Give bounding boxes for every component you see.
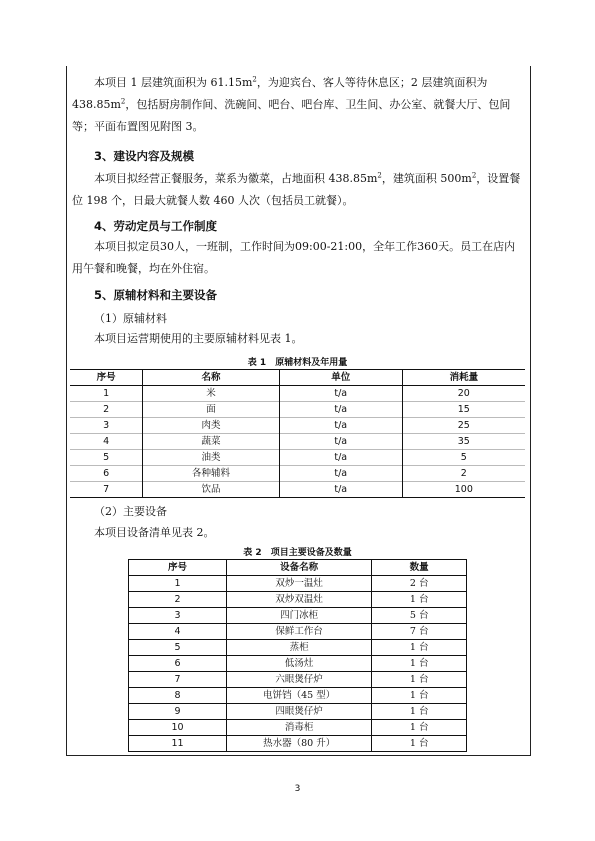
table-row [70, 418, 525, 434]
section5-heading: 5、原辅材料和主要设备 [94, 288, 218, 302]
cell: 7 台 [372, 624, 467, 640]
cell: 3 [129, 608, 227, 624]
cell: 35 [402, 434, 525, 450]
cell: 1 台 [372, 720, 467, 736]
cell: 蔬菜 [143, 434, 280, 450]
cell: 六眼煲仔炉 [227, 672, 372, 688]
cell: 2 [70, 402, 143, 418]
cell: 1 台 [372, 640, 467, 656]
cell: t/a [279, 402, 402, 418]
table-row [129, 736, 467, 752]
cell: 1 台 [372, 688, 467, 704]
table-row [129, 704, 467, 720]
cell: 4 [129, 624, 227, 640]
table-row [70, 434, 525, 450]
cell: 电饼铛（45 型） [227, 688, 372, 704]
cell: 3 [70, 418, 143, 434]
cell: t/a [279, 482, 402, 498]
cell: 25 [402, 418, 525, 434]
cell: 面 [143, 402, 280, 418]
table-row [129, 672, 467, 688]
cell: 油类 [143, 450, 280, 466]
cell: t/a [279, 450, 402, 466]
col-header: 单位 [279, 370, 402, 386]
cell: 8 [129, 688, 227, 704]
cell: 5 台 [372, 608, 467, 624]
cell: 1 台 [372, 672, 467, 688]
section4-paragraph: 本项目拟定员30人，一班制，工作时间为09:00-21:00，全年工作360天。员工在店内用午餐和晚餐，均在外住宿。 [72, 240, 516, 275]
cell: 热水器（80 升） [227, 736, 372, 752]
intro-paragraph: 本项目 1 层建筑面积为 $61.15m^2$，为迎宾台、客人等待休息区；2 层建筑面积为 $438.85m^2$，包括厨房制作间、洗碗间、吧台、吧台库、卫生间、办公室、就餐大厅、包间等；平面布置图见附图 3。 [72, 75, 511, 133]
cell: 双炒一温灶 [227, 576, 372, 592]
cell: 2 [402, 466, 525, 482]
cell: 蒸柜 [227, 640, 372, 656]
cell: 四眼煲仔炉 [227, 704, 372, 720]
cell: 5 [129, 640, 227, 656]
cell: 7 [70, 482, 143, 498]
cell: 9 [129, 704, 227, 720]
cell: t/a [279, 386, 402, 402]
equipment-table [128, 559, 467, 752]
cell: 1 台 [372, 656, 467, 672]
cell: 6 [70, 466, 143, 482]
subhead-equipment: （2）主要设备 [94, 505, 167, 518]
table-header-row [70, 370, 525, 386]
section4-heading: 4、劳动定员与工作制度 [94, 219, 218, 233]
cell: 1 台 [372, 704, 467, 720]
cell: 15 [402, 402, 525, 418]
table-row [129, 720, 467, 736]
table-row [129, 576, 467, 592]
cell: 5 [70, 450, 143, 466]
cell: 四门冰柜 [227, 608, 372, 624]
table-row [70, 386, 525, 402]
table2-caption: 表 2 项目主要设备及数量 [243, 548, 352, 558]
cell: 米 [143, 386, 280, 402]
page-number: 3 [294, 784, 301, 794]
materials-intro: 本项目运营期使用的主要原辅材料见表 1。 [94, 332, 303, 345]
cell: 4 [70, 434, 143, 450]
table-row [70, 402, 525, 418]
cell: 1 [129, 576, 227, 592]
cell: 双炒双温灶 [227, 592, 372, 608]
cell: 5 [402, 450, 525, 466]
cell: 保鲜工作台 [227, 624, 372, 640]
materials-table [70, 369, 525, 498]
table-row [70, 482, 525, 498]
table-row [70, 450, 525, 466]
cell: 100 [402, 482, 525, 498]
section3-heading: 3、建设内容及规模 [94, 149, 195, 163]
cell: 20 [402, 386, 525, 402]
table-header-row [129, 560, 467, 576]
cell: 10 [129, 720, 227, 736]
cell: 1 [70, 386, 143, 402]
subhead-materials: （1）原辅材料 [94, 312, 167, 325]
col-header: 数量 [372, 560, 467, 576]
table-row [129, 624, 467, 640]
cell: 2 [129, 592, 227, 608]
col-header: 序号 [70, 370, 143, 386]
cell: t/a [279, 466, 402, 482]
table-row [129, 608, 467, 624]
table-row [129, 656, 467, 672]
cell: 饮品 [143, 482, 280, 498]
table-row [129, 592, 467, 608]
table-row [70, 466, 525, 482]
cell: 11 [129, 736, 227, 752]
cell: 6 [129, 656, 227, 672]
table-row [129, 688, 467, 704]
cell: 7 [129, 672, 227, 688]
cell: 1 台 [372, 592, 467, 608]
cell: 消毒柜 [227, 720, 372, 736]
cell: t/a [279, 434, 402, 450]
col-header: 设备名称 [227, 560, 372, 576]
cell: 低汤灶 [227, 656, 372, 672]
col-header: 名称 [143, 370, 280, 386]
col-header: 消耗量 [402, 370, 525, 386]
section3-paragraph: 本项目拟经营正餐服务，菜系为徽菜，占地面积 $438.85m^2$，建筑面积 $500m^2$，设置餐位 198 个，日最大就餐人数 460 人次（包括员工就餐）。 [72, 171, 521, 207]
table-row [129, 640, 467, 656]
cell: 各种辅料 [143, 466, 280, 482]
cell: 肉类 [143, 418, 280, 434]
table1-caption: 表 1 原辅材料及年用量 [247, 358, 348, 368]
col-header: 序号 [129, 560, 227, 576]
equipment-intro: 本项目设备清单见表 2。 [94, 526, 215, 539]
cell: t/a [279, 418, 402, 434]
cell: 1 台 [372, 736, 467, 752]
cell: 2 台 [372, 576, 467, 592]
